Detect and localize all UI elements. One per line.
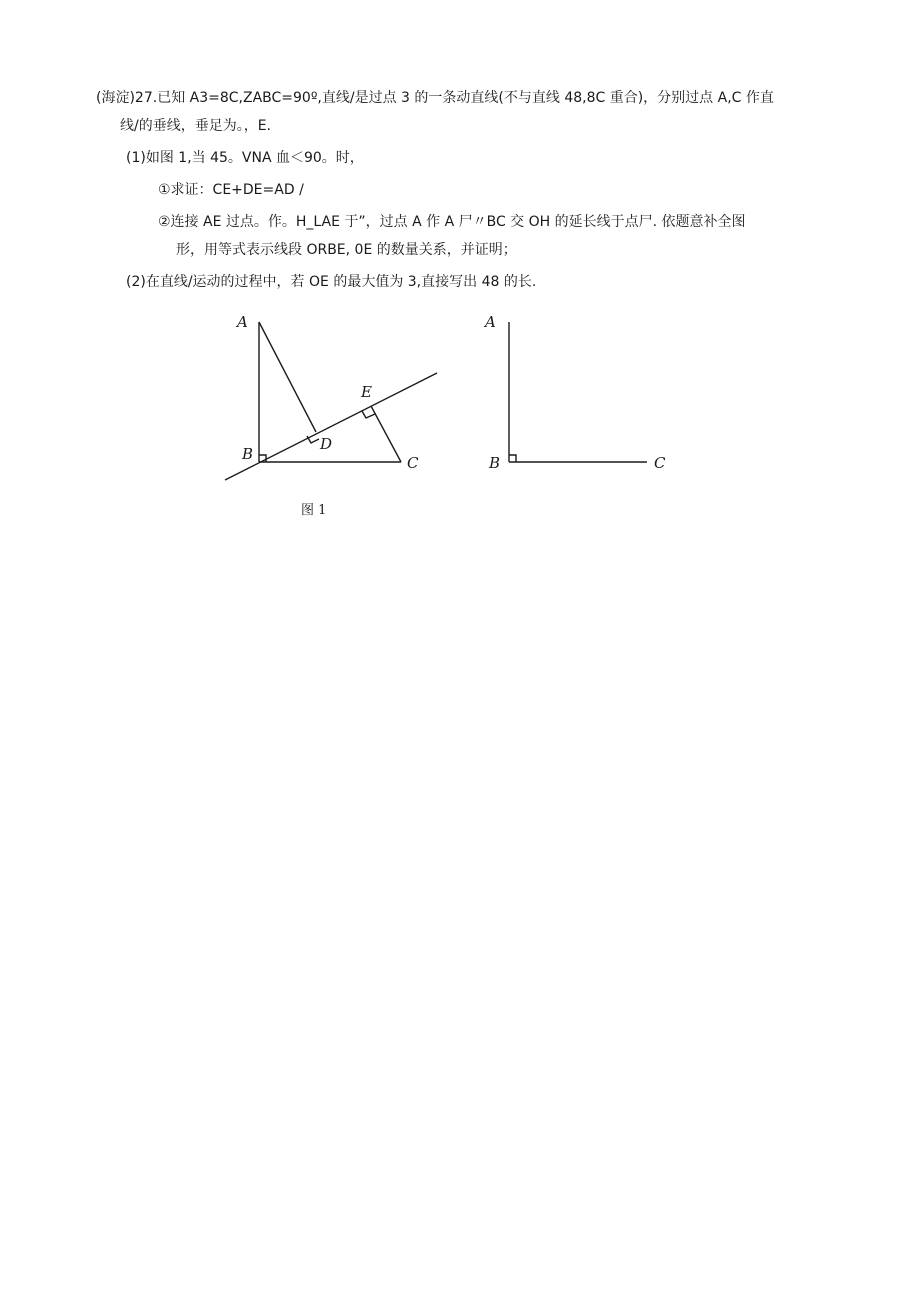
figure-2 xyxy=(509,322,647,462)
line-l xyxy=(225,373,437,480)
figure-1-caption: 图 1 xyxy=(301,503,327,518)
part-1-question-1: ①求证：CE+DE=AD / xyxy=(158,182,304,198)
label-d-fig1: D xyxy=(320,435,333,453)
label-b-fig2: B xyxy=(489,454,501,472)
part-2-question: (2)在直线/运动的过程中，若 OE 的最大值为 3,直接写出 48 的长. xyxy=(126,274,537,290)
label-a-fig2: A xyxy=(485,313,496,331)
segment-ad xyxy=(259,322,316,432)
segment-ce xyxy=(371,406,401,462)
label-e-fig1: E xyxy=(361,383,372,401)
right-angle-mark-e xyxy=(362,411,375,418)
right-angle-mark-b-fig2 xyxy=(509,455,516,462)
figure-1 xyxy=(225,322,437,480)
part-1-question-2-line-1: ②连接 AE 过点。作。H_LAE 于”，过点 A 作 A 尸〃BC 交 OH 的延长线于点尸. 依题意补全图 xyxy=(158,214,746,230)
problem-statement-line-2: 线/的垂线，垂足为。，E. xyxy=(120,118,272,134)
part-1-question-2-line-2: 形，用等式表示线段 ORBE, 0E 的数量关系，并证明； xyxy=(176,242,517,258)
label-c-fig1: C xyxy=(407,454,419,472)
part-1-intro: (1)如图 1,当 45。VNA 血＜90。时， xyxy=(126,150,364,166)
problem-statement-line-1: (海淀)27.已知 A3=8C,ZABC=90º,直线/是过点 3 的一条动直线(不与直线 48,8C 重合)，分别过点 A,C 作直 xyxy=(96,90,774,106)
label-a-fig1: A xyxy=(237,313,248,331)
label-b-fig1: B xyxy=(242,445,254,463)
label-c-fig2: C xyxy=(654,454,666,472)
